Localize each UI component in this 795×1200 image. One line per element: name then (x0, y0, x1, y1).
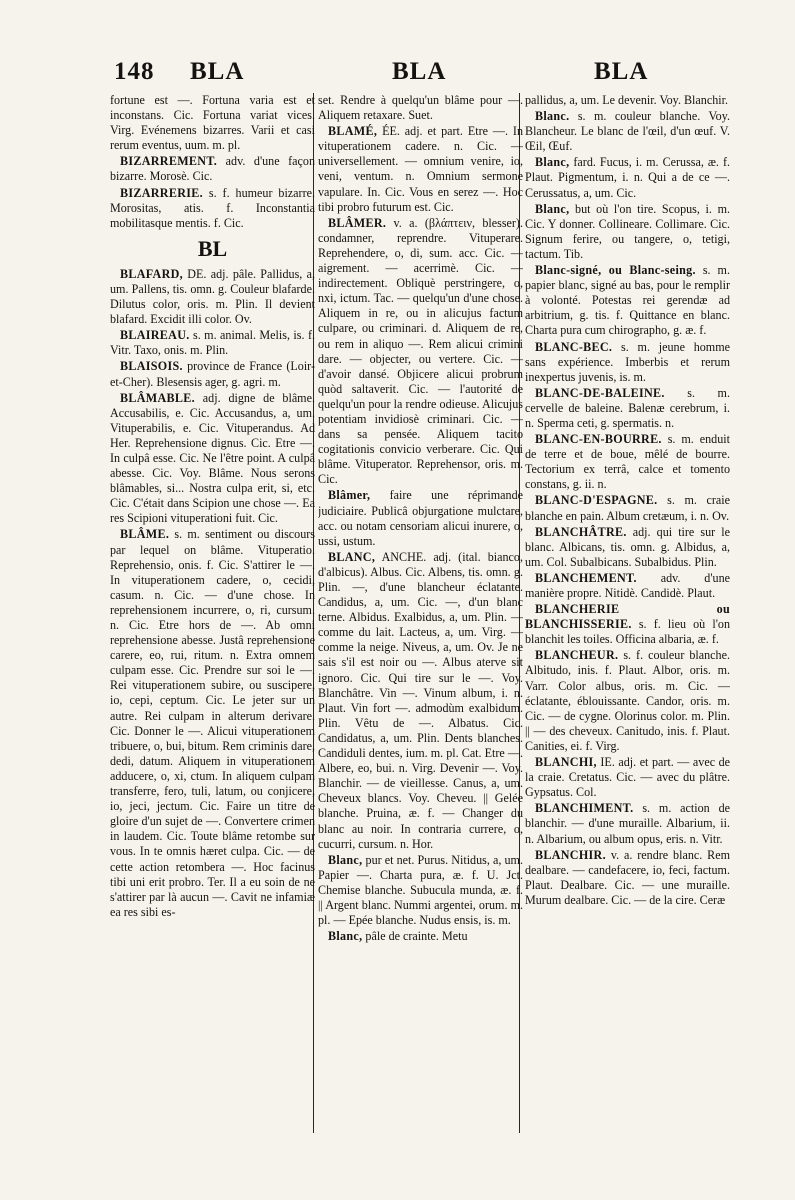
entry-headword: BLANC, (328, 549, 376, 564)
entry-definition: s. f. lieu où l'on blanchit les toiles. Officina albaria, æ. f. (525, 617, 730, 647)
entry-definition: fard. Fucus, i. m. Cerussa, æ. f. Plaut. Pigmentum, i. n. Qui a de ce —. Cerussatus, a, um. Cic. (525, 155, 730, 200)
entry-definition: s. m. craie blanche en pain. Album cretæum, i. n. Ov. (525, 493, 730, 523)
entry-headword: BLÂMER. (328, 215, 387, 230)
entry-headword: BIZARREMENT. (120, 154, 218, 169)
dictionary-entry (525, 848, 730, 908)
entry-headword: BLANCHÂTRE. (535, 524, 627, 539)
entry-definition: adj. qui tire sur le blanc. Albicans, tis. omn. g. Albidus, a, um. Col. Subalbicans. Subalbidus. Plin. (525, 524, 730, 569)
dictionary-entry (318, 929, 523, 944)
column-middle (318, 93, 523, 1133)
dictionary-entry (525, 571, 730, 601)
entry-headword: Blanc, (328, 852, 363, 867)
entry-definition: s. m. action de blanchir. — d'une muraille. Albarium, ii. n. Albarium, ou album opus, eris. n. Vitr. (525, 801, 730, 846)
entry-definition: s. m. sentiment ou discours par lequel on blâme. Vituperatio. Reprehensio, onis. f. Cic. S'attirer le —. In vituperationem cadere, o, cecidi, casum. n. Cic. — d'une chose. In reprehensionem incurrere, o, ri, cursum. n. Cic. Etre hors de —. Ab omni reprehensione abesse. Justâ reprehensione carere, eo, rui, ritum. n. Extra omnem culpam esse. Cic. Prendre sur soi le —. Rei vituperationem subire, ou suscipere, io, cepi, ceptum. Cic. Le jeter sur un autre. Rei culpam in alterum derivare. Cic. Donner le —. Alicui vituperationem tribuere, o, bui, bitum. Rem criminis dare, dedi, datum. Aliquem in vituperationem adducere, o, xi, ctum. In aliquem culpam transferre, fero, tuli, latum, ou conjicere, io, jeci, jectum. Cic. Faire un titre de gloire d'un sujet de —. Convertere crimen in laudem. Cic. Toute blâme retombe sur vous. In te omnis hæret culpa. Cic. — de cette action retombera —. Hoc facinus tibi uni erit probro. Ter. Il a eu soin de ne s'attirer par là aucun —. Cavit ne infamiæ ea res sibi es- (110, 527, 315, 919)
page-number: 148 (114, 58, 155, 85)
dictionary-entry (525, 340, 730, 385)
entry-headword: BLANC-D'ESPAGNE. (535, 493, 658, 508)
entry-definition: pur et net. Purus. Nitidus, a, um. Papier —. Charta pura, æ. f. U. Jct. Chemise blanche. Subucula munda, æ. f. || Argent blanc. Nummi argentei, orum. m. pl. — Epée blanche. Nudus ensis, is. m. (318, 852, 523, 928)
dictionary-entry (318, 550, 523, 852)
entry-definition: pâle de crainte. Metu (365, 929, 468, 944)
entry-definition: adv. d'une façon bizarre. Morosè. Cic. (110, 154, 315, 184)
entry-headword: BLANCHIMENT. (535, 801, 634, 816)
entry-definition: s. f. humeur bizarre. Morositas, atis. f. Inconstantia mobilitasque mentis. f. Cic. (110, 185, 315, 230)
entry-definition: s. m. enduit de terre et de boue, mêlé de bourre. Tectorium ex terrâ, calce et tomento constans, g. ii. n. (525, 432, 730, 492)
dictionary-entry (318, 216, 523, 488)
dictionary-entry (525, 755, 730, 800)
entry-definition: fortune est —. Fortuna varia est et inconstans. Cic. Fortuna variat vices. Virg. Evénemens bizarres. Varii et casi rerum eventus, uum. m. pl. (110, 93, 315, 153)
entry-headword: BLAMÉ, (328, 124, 378, 139)
entry-headword: Blanc, (535, 155, 570, 170)
entry-definition: v. a. rendre blanc. Rem dealbare. — candefacere, io, feci, factum. Plaut. Dealbare. Cic. — une muraille. Murum dealbare. Cic. — de la cire. Ceræ (525, 847, 730, 907)
guide-word-right: BLA (594, 58, 649, 85)
section-letter-heading: BL (197, 235, 228, 261)
dictionary-entry (525, 386, 730, 431)
entry-headword: BLANC-DE-BALEINE. (535, 385, 665, 400)
entry-headword: BLÂME. (120, 527, 170, 542)
dictionary-entry (110, 267, 315, 327)
dictionary-entry (318, 488, 523, 548)
entry-definition: adj. digne de blâme. Accusabilis, e. Cic. Accusandus, a, um. Vituperabilis, e. Cic. Vituperandus. Ad Her. Reprehensione dignus. Cic. Etre —. In culpâ esse. Cic. Ne l'être point. A culpâ abesse. Cic. Voy. Blâme. Nous serons blâmables, si... Nostra culpa erit, si, etc. Cic. C'était dans Scipion une chose —. Ea res Scipioni vituperationi fuit. Cic. (110, 390, 315, 526)
entry-headword: Blanc. (535, 109, 570, 124)
dictionary-entry (525, 93, 730, 108)
dictionary-entry (110, 391, 315, 527)
dictionary-entry (525, 493, 730, 523)
entry-definition: v. a. (βλάπτειν, blesser). condamner, reprendre. Vituperare. Reprehendere, o, di, sum. acc. Cic. — aigrement. — acerrimè. Cic. — indirectement. Obliquè perstringere, o, nxi, ictum. Tac. — quelqu'un d'une chose. Aliquem in re, ou in alicujus factum culpare, ou criminari. d. Aliquem de re, ou rem in aliquo —. Rem alicui crimini dare. — objecter, ou vertere. Cic. — d'avoir dansé. Objicere alicui probrum quòd saltaverit. Cic. — l'autorité de quelqu'un pour la rendre odieuse. Alicujus potentiam invidiosè criminari. Cic. — dans sa pensée. Aliquem tacito cogitationis convicio verberare. Cic. Qui blâme. Vituperator. Reprehensor, oris. m. Cic. (318, 215, 523, 487)
entry-definition: adv. d'une manière propre. Nitidè. Candidè. Plaut. (525, 570, 730, 600)
entry-headword: Blanc, (328, 929, 363, 944)
entry-definition: set. Rendre à quelqu'un blâme pour —. Aliquem retaxare. Suet. (318, 93, 523, 123)
entry-definition: faire une réprimande judiciaire. Publicâ objurgatione mulctare, acc. ou notam censoriam alicui inurere, o, ussi, ustum. (318, 488, 523, 548)
dictionary-entry (525, 109, 730, 154)
dictionary-entry (110, 527, 315, 919)
entry-headword: BLANCHEMENT. (535, 570, 637, 585)
entry-headword: BLÂMABLE. (120, 390, 195, 405)
entry-definition: but où l'on tire. Scopus, i. m. Cic. Y donner. Collineare. Collimare. Cic. Signum ferire, ou tangere, o, tetigi, tactum. Tib. (525, 201, 730, 261)
entry-definition: s. m. cervelle de baleine. Balenæ cerebrum, i. n. Sperma ceti, g. spermatis. n. (525, 385, 730, 430)
dictionary-entry (110, 93, 315, 153)
entry-headword: BLANCHIR. (535, 847, 606, 862)
dictionary-entry (110, 154, 315, 184)
running-header (0, 58, 795, 92)
entry-headword: Blanc-signé, ou Blanc-seing. (535, 263, 696, 278)
dictionary-entry (525, 801, 730, 846)
dictionary-entry (525, 648, 730, 754)
entry-definition: province de France (Loir-et-Cher). Blesensis ager, g. agri. m. (110, 359, 315, 389)
entry-headword: BLANC-BEC. (535, 339, 613, 354)
entry-headword: Blâmer, (328, 488, 371, 503)
entry-headword: BLAISOIS. (120, 359, 183, 374)
entry-headword: BLANC-EN-BOURRE. (535, 432, 662, 447)
entry-definition: pallidus, a, um. Le devenir. Voy. Blanchir. (525, 93, 728, 107)
dictionary-entry (525, 432, 730, 492)
entry-definition: s. f. couleur blanche. Albitudo, inis. f. Plaut. Albor, oris. m. Varr. Color albus, oris. m. Cic. — éclatante, éblouissante. Candor, oris. m. Cic. — de cygne. Olorinus color. m. Plin. || — des cheveux. Canitudo, inis. f. Plaut. Canities, ei. f. Virg. (525, 648, 730, 753)
guide-word-center: BLA (392, 58, 447, 85)
entry-definition: s. m. animal. Melis, is. f. Vitr. Taxo, onis. m. Plin. (110, 328, 315, 358)
dictionary-entry (110, 186, 315, 231)
entry-definition: s. m. jeune homme sans expérience. Imberbis et rerum inexpertus juvenis, is. m. (525, 339, 730, 384)
dictionary-entry (525, 602, 730, 647)
entry-definition: ANCHE. adj. (ital. bianco, d'albicus). Albus. Cic. Albens, tis. omn. g. Plin. —, d'une blancheur éclatante. Candidus, a, um. Cic. —, d'un blanc terne. Albidus. Exalbidus, a, um. Plin. — comme du lait. Lacteus, a, um. Virg. — comme la neige. Niveus, a, um. Ov. Je ne sais s'il est noir ou —. Albus aterve sit ignoro. Cic. Qui tire sur le —. Voy. Blanchâtre. Vin —. Vinum album, i. n. Plaut. Vin fort —. admodùm exalbidum. Plin. Vêtu de —. Albatus. Cic. Candidatus, a, um. Plin. Dents blanches. Candiduli dentes, ium. m. pl. Cat. Etre —. Albere, eo, bui. n. Virg. Devenir —. Voy. Blanchir. — de vieillesse. Canus, a, um. Cheveux blancs. Voy. Cheveu. || Gelée blanche. Pruina, æ. f. — Changer du blanc au noir. In contraria currere, o, cucurri, cursum. n. Hor. (318, 549, 523, 851)
entry-definition: IE. adj. et part. — avec de la craie. Cretatus. Cic. — avec du plâtre. Gypsatus. Col. (525, 755, 730, 800)
entry-headword: BLANCHI, (535, 755, 597, 770)
column-right (525, 93, 730, 1133)
entry-headword: BIZARRERIE. (120, 185, 203, 200)
column-left (110, 93, 315, 1133)
dictionary-entry (525, 202, 730, 262)
dictionary-entry (525, 525, 730, 570)
dictionary-entry (525, 263, 730, 338)
dictionary-entry (110, 328, 315, 358)
guide-word-left: BLA (190, 58, 245, 85)
entry-headword: BLANCHEUR. (535, 648, 619, 663)
entry-headword: BLAFARD, (120, 266, 183, 281)
entry-headword: BLANCHERIE ou BLANCHISSERIE. (525, 602, 730, 632)
entry-definition: DE. adj. pâle. Pallidus, a, um. Pallens, tis. omn. g. Couleur blafarde. Dilutus color, oris. m. Plin. Il devient blafard. Excidit illi color. Ov. (110, 266, 315, 327)
entry-definition: ÉE. adj. et part. Etre —. In vituperationem cadere. n. Cic. — universellement. — omnium venire, io, veni, ventum. n. Omnium sermone vapulare. In. Cic. Vous en serez —. Hoc tibi probro futurum est. Cic. (318, 124, 523, 214)
dictionary-entry (525, 155, 730, 200)
entry-headword: BLAIREAU. (120, 328, 190, 343)
entry-definition: s. m. couleur blanche. Voy. Blancheur. Le blanc de l'œil, d'un œuf. V. Œil, Œuf. (525, 109, 730, 154)
dictionary-entry (318, 853, 523, 928)
entry-definition: s. m. papier blanc, signé au bas, pour le remplir à volonté. Potestas rei gerendæ ad arbitrium, g. tis. f. Quittance en blanc. Charta pura cum chirographo, g. æ. f. (525, 263, 730, 338)
entry-headword: Blanc, (535, 201, 570, 216)
dictionary-entry (318, 124, 523, 215)
dictionary-entry (110, 359, 315, 389)
dictionary-entry (318, 93, 523, 123)
